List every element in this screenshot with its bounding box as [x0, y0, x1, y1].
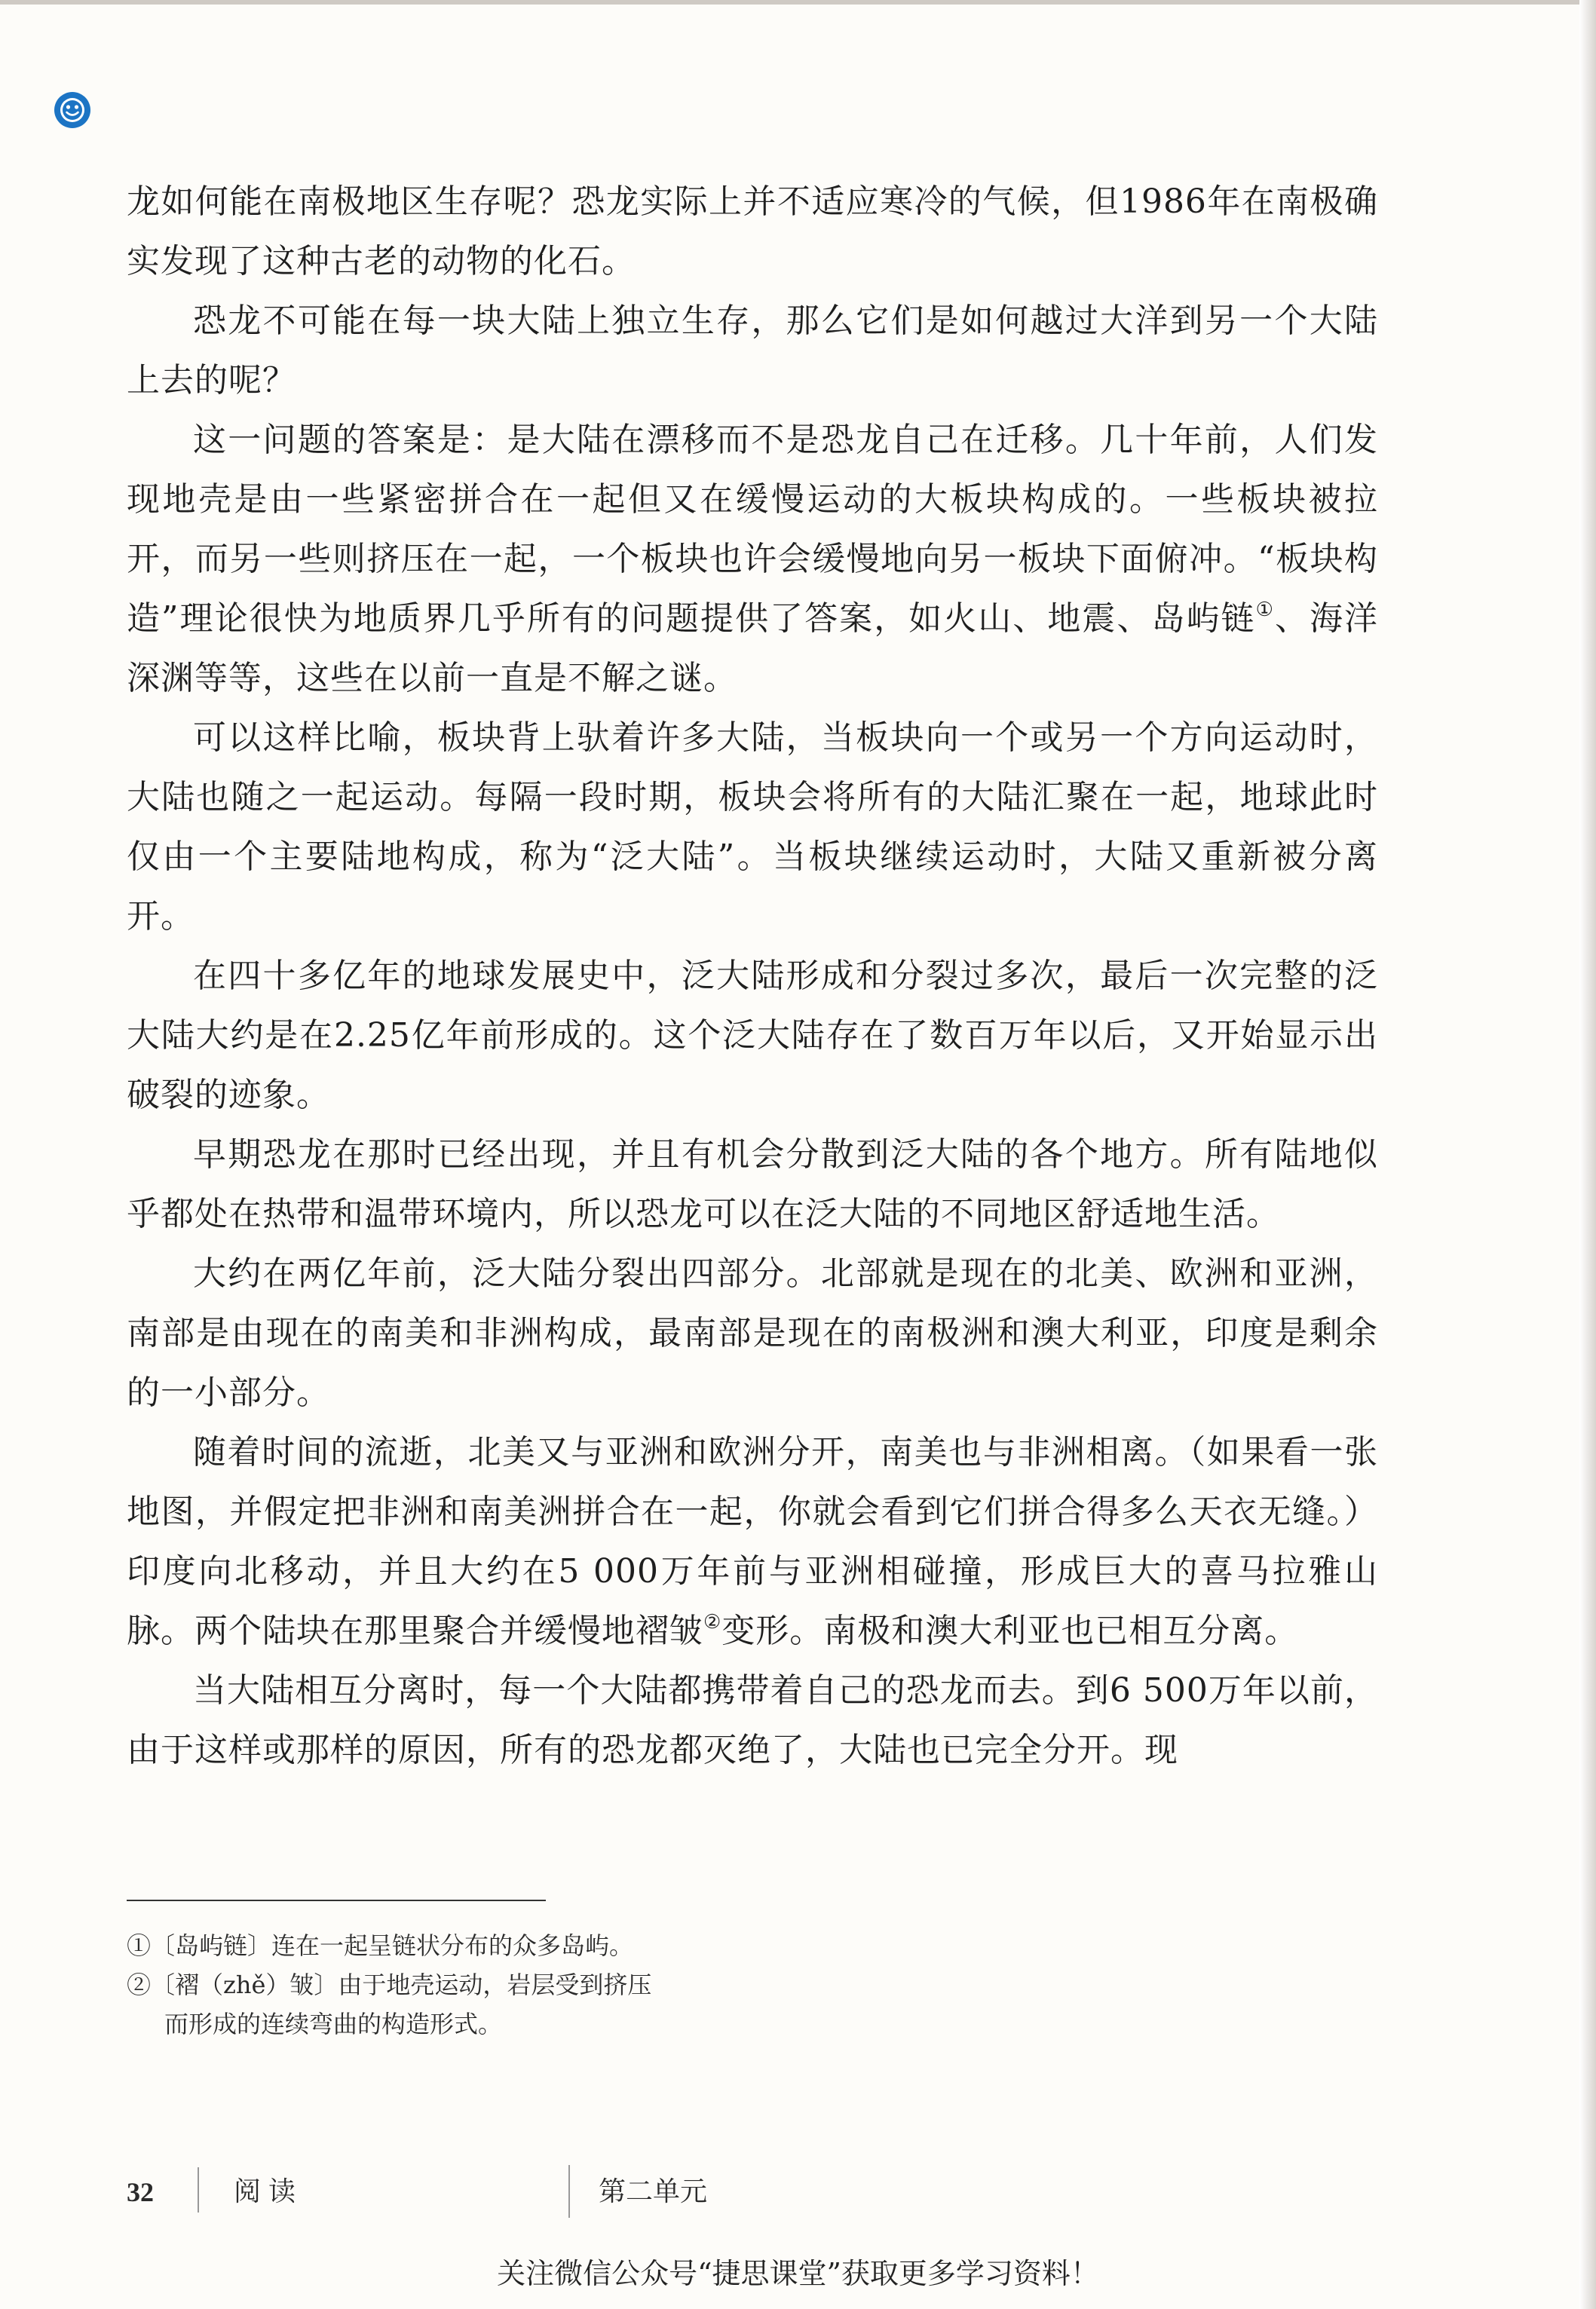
paragraph: 恐龙不可能在每一块大陆上独立生存，那么它们是如何越过大洋到另一个大陆上去的呢？ — [127, 302, 1378, 400]
paragraph: 早期恐龙在那时已经出现，并且有机会分散到泛大陆的各个地方。所有陆地似乎都处在热带和温带环境内，所以恐龙可以在泛大陆的不同地区舒适地生活。 — [127, 1135, 1378, 1233]
paragraph: 在四十多亿年的地球发展史中，泛大陆形成和分裂过多次，最后一次完整的泛大陆大约是在2.25亿年前形成的。这个泛大陆存在了数百万年以后，又开始显示出破裂的迹象。 — [127, 957, 1378, 1114]
paragraph: 当大陆相互分离时，每一个大陆都携带着自己的恐龙而去。到6 500万年以前，由于这样或那样的原因，所有的恐龙都灭绝了，大陆也已完全分开。现 — [127, 1671, 1378, 1769]
paragraph-text: 这一问题的答案是：是大陆在漂移而不是恐龙自己在迁移。几十年前，人们发现地壳是由一些紧密拼合在一起但又在缓慢运动的大板块构成的。一些板块被拉开，而另一些则挤压在一起，一个板块也许会缓慢地向另一板块下面俯冲。“板块构造”理论很快为地质界几乎所有的问题提供了答案，如火山、地震、岛屿链 — [127, 421, 1378, 638]
body-text — [127, 172, 1378, 1780]
section-title: 阅读 — [234, 2176, 304, 2207]
smiley-face-icon — [54, 92, 90, 128]
folio-divider — [568, 2165, 570, 2218]
paragraph: 可以这样比喻，板块背上驮着许多大陆，当板块向一个或另一个方向运动时，大陆也随之一起运动。每隔一段时期，板块会将所有的大陆汇聚在一起，地球此时仅由一个主要陆地构成，称为“泛大陆”。当板块继续运动时，大陆又重新被分离开。 — [127, 718, 1378, 936]
paragraph — [127, 1422, 1378, 1661]
paragraph — [127, 410, 1378, 708]
footnote-ref-1: ① — [1255, 599, 1275, 621]
footnote-2-continued: 而形成的连续弯曲的构造形式。 — [164, 2010, 503, 2038]
footnote-ref-2: ② — [703, 1611, 722, 1634]
paragraph-continued: 龙如何能在南极地区生存呢？恐龙实际上并不适应寒冷的气候，但1986年在南极确实发现了这种古老的动物的化石。 — [127, 182, 1378, 280]
paragraph-text: 随着时间的流逝，北美又与亚洲和欧洲分开，南美也与非洲相离。（如果看一张地图，并假定把非洲和南美洲拼合在一起，你就会看到它们拼合得多么天衣无缝。）印度向北移动，并且大约在5 000万年前与亚洲相碰撞，形成巨大的喜马拉雅山脉。两个陆块在那里聚合并缓慢地褶皱 — [127, 1433, 1378, 1650]
folio-divider — [198, 2167, 199, 2213]
footnotes — [127, 1926, 956, 2044]
scan-edge-top — [0, 0, 1596, 5]
page-number: 32 — [127, 2177, 154, 2207]
paragraph-text: 、海洋深渊等等，这些在以前一直是不解之谜。 — [127, 599, 1379, 697]
scan-edge-right — [1579, 0, 1596, 2309]
footnote-1: ①〔岛屿链〕连在一起呈链状分布的众多岛屿。 — [127, 1931, 634, 1960]
paragraph-text: 变形。南极和澳大利亚也已相互分离。 — [721, 1612, 1299, 1650]
watermark-text: 关注微信公众号“捷思课堂”获取更多学习资料！ — [497, 2257, 1099, 2290]
footnote-2: ②〔褶（zhě）皱〕由于地壳运动，岩层受到挤压 — [127, 1971, 652, 1999]
footnote-divider — [127, 1900, 546, 1901]
paragraph: 大约在两亿年前，泛大陆分裂出四部分。北部就是现在的北美、欧洲和亚洲，南部是由现在的南美和非洲构成，最南部是现在的南极洲和澳大利亚，印度是剩余的一小部分。 — [127, 1254, 1378, 1412]
unit-title: 第二单元 — [599, 2176, 708, 2207]
